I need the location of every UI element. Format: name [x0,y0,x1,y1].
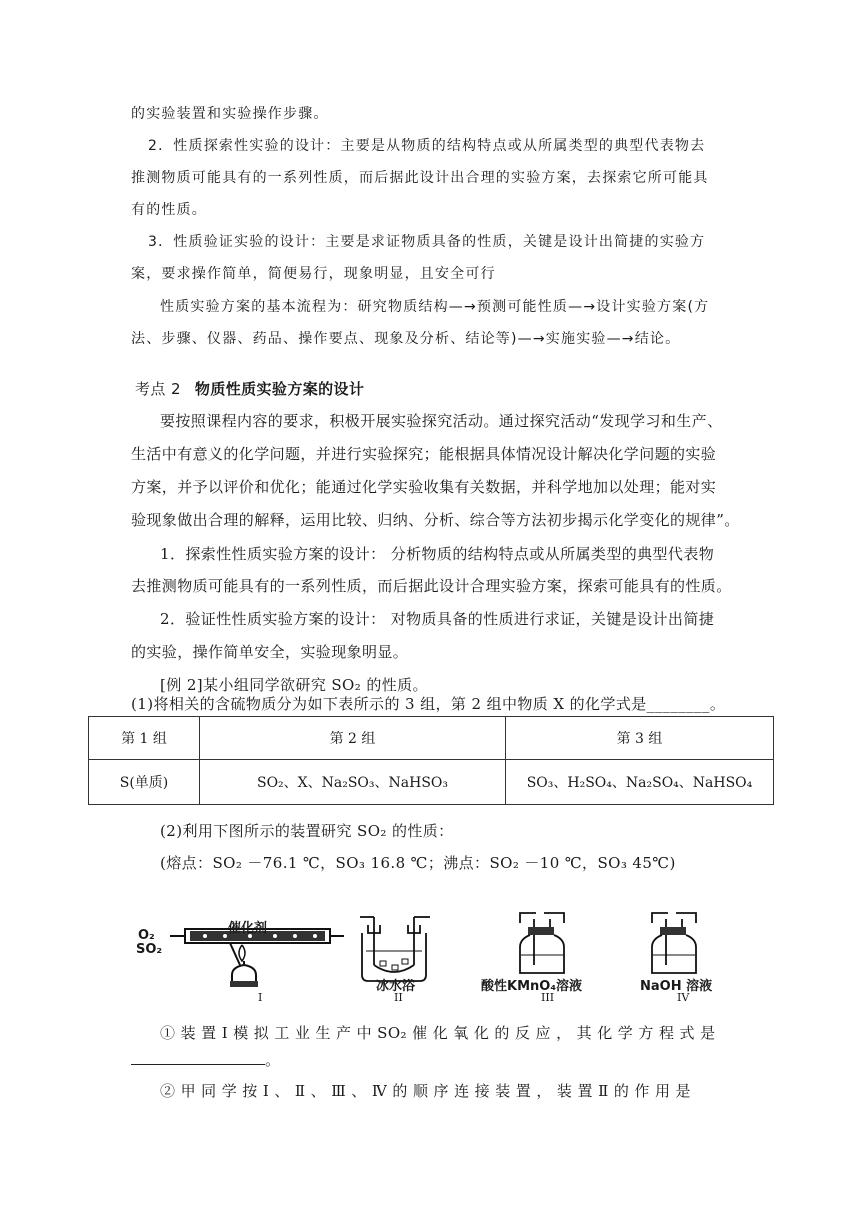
text-line: 2．性质探索性实验的设计：主要是从物质的结构特点或从所属类型的典型代表物去 [148,138,706,154]
text-line: 生活中有意义的化学问题，并进行实验探究；能根据具体情况设计解决化学问题的实验 [131,445,717,463]
roman-4: IV [677,991,690,1004]
table-cell: SO₂、X、Na₂SO₃、NaHSO₃ [200,760,506,805]
table-header-row [89,717,774,760]
naoh-label: NaOH 溶液 [640,979,713,994]
text-line: 去推测物质可能具有的一系列性质，而后据此设计合理实验方案，探索可能具有的性质。 [131,577,732,595]
table-cell: S(单质) [89,760,200,805]
gas-label-o2: O₂ [138,928,155,943]
ice-bath-label: 冰水浴 [376,979,416,994]
table-cell: 第 3 组 [506,717,774,760]
roman-3: III [541,991,555,1004]
roman-1: I [258,991,263,1004]
example-line: [例 2]某小组同学欲研究 SO₂ 的性质。 [160,676,428,694]
catalyst-label: 催化剂 [228,921,268,936]
text-line: 案，要求操作简单，简便易行，现象明显，且安全可行 [131,266,496,282]
text-line: 性质实验方案的基本流程为：研究物质结构—→预测可能性质—→设计实验方案(方 [160,299,710,315]
text-line: 方案，并予以评价和优化；能通过化学实验收集有关数据，并科学地加以处理；能对实 [131,478,717,496]
text-line: 有的性质。 [131,202,207,218]
text-line: 推测物质可能具有的一系列性质，而后据此设计出合理的实验方案，去探索它所可能具 [131,170,709,186]
answer-blank[interactable] [131,1050,265,1065]
text-line: 法、步骤、仪器、药品、操作要点、现象及分析、结论等)—→实施实验—→结论。 [131,331,681,347]
apparatus-4 [652,913,696,973]
sulfur-groups-table [88,716,774,805]
section-heading [135,379,364,399]
apparatus-3 [520,913,564,973]
text-line: 3．性质验证实验的设计：主要是求证物质具备的性质，关键是设计出简捷的实验方 [148,234,706,250]
text-line: 的实验，操作简单安全，实验现象明显。 [131,643,409,661]
subquestion-1-line: ① 装 置 Ⅰ 模 拟 工 业 生 产 中 SO₂ 催 化 氧 化 的 反 应 ， 其 化 学 方 程 式 是 [160,1024,716,1042]
section-number: 考点 2 [135,380,181,398]
text-line: 的实验装置和实验操作步骤。 [131,106,329,122]
text-line: 要按照课程内容的要求，积极开展实验探究活动。通过探究活动“发现学习和生产、 [160,412,723,430]
table-cell: 第 2 组 [200,717,506,760]
subquestion-2-line: ② 甲 同 学 按 Ⅰ 、 Ⅱ 、 Ⅲ 、 Ⅳ 的 顺 序 连 接 装 置 ， 装 置 Ⅱ 的 作 用 是 [160,1082,691,1100]
text-line: 1．探索性性质实验方案的设计： 分析物质的结构特点或从所属类型的典型代表物 [160,545,715,563]
apparatus-1 [170,929,344,987]
roman-2: II [394,991,403,1004]
text-line: 2．验证性性质实验方案的设计： 对物质具备的性质进行求证，关键是设计出简捷 [160,610,715,628]
subquestion-1-answer: 。 [131,1050,280,1070]
table-cell: SO₃、H₂SO₄、Na₂SO₄、NaHSO₄ [506,760,774,805]
text-line: (2)利用下图所示的装置研究 SO₂ 的性质： [160,822,454,840]
table-row [89,760,774,805]
text-line: 验现象做出合理的解释，运用比较、归纳、分析、综合等方法初步揭示化学变化的规律”。 [131,511,740,529]
table-cell: 第 1 组 [89,717,200,760]
gas-label-so2: SO₂ [136,942,163,957]
question-1-line: (1)将相关的含硫物质分为如下表所示的 3 组，第 2 组中物质 X 的化学式是________。 [131,695,726,713]
text-line: (熔点：SO₂ －76.1 ℃，SO₃ 16.8 ℃；沸点：SO₂ －10 ℃，SO₃ 45℃) [160,854,676,872]
section-title: 物质性质实验方案的设计 [194,380,365,398]
kmno4-label: 酸性KMnO₄溶液 [481,979,583,994]
apparatus-2 [360,917,430,981]
